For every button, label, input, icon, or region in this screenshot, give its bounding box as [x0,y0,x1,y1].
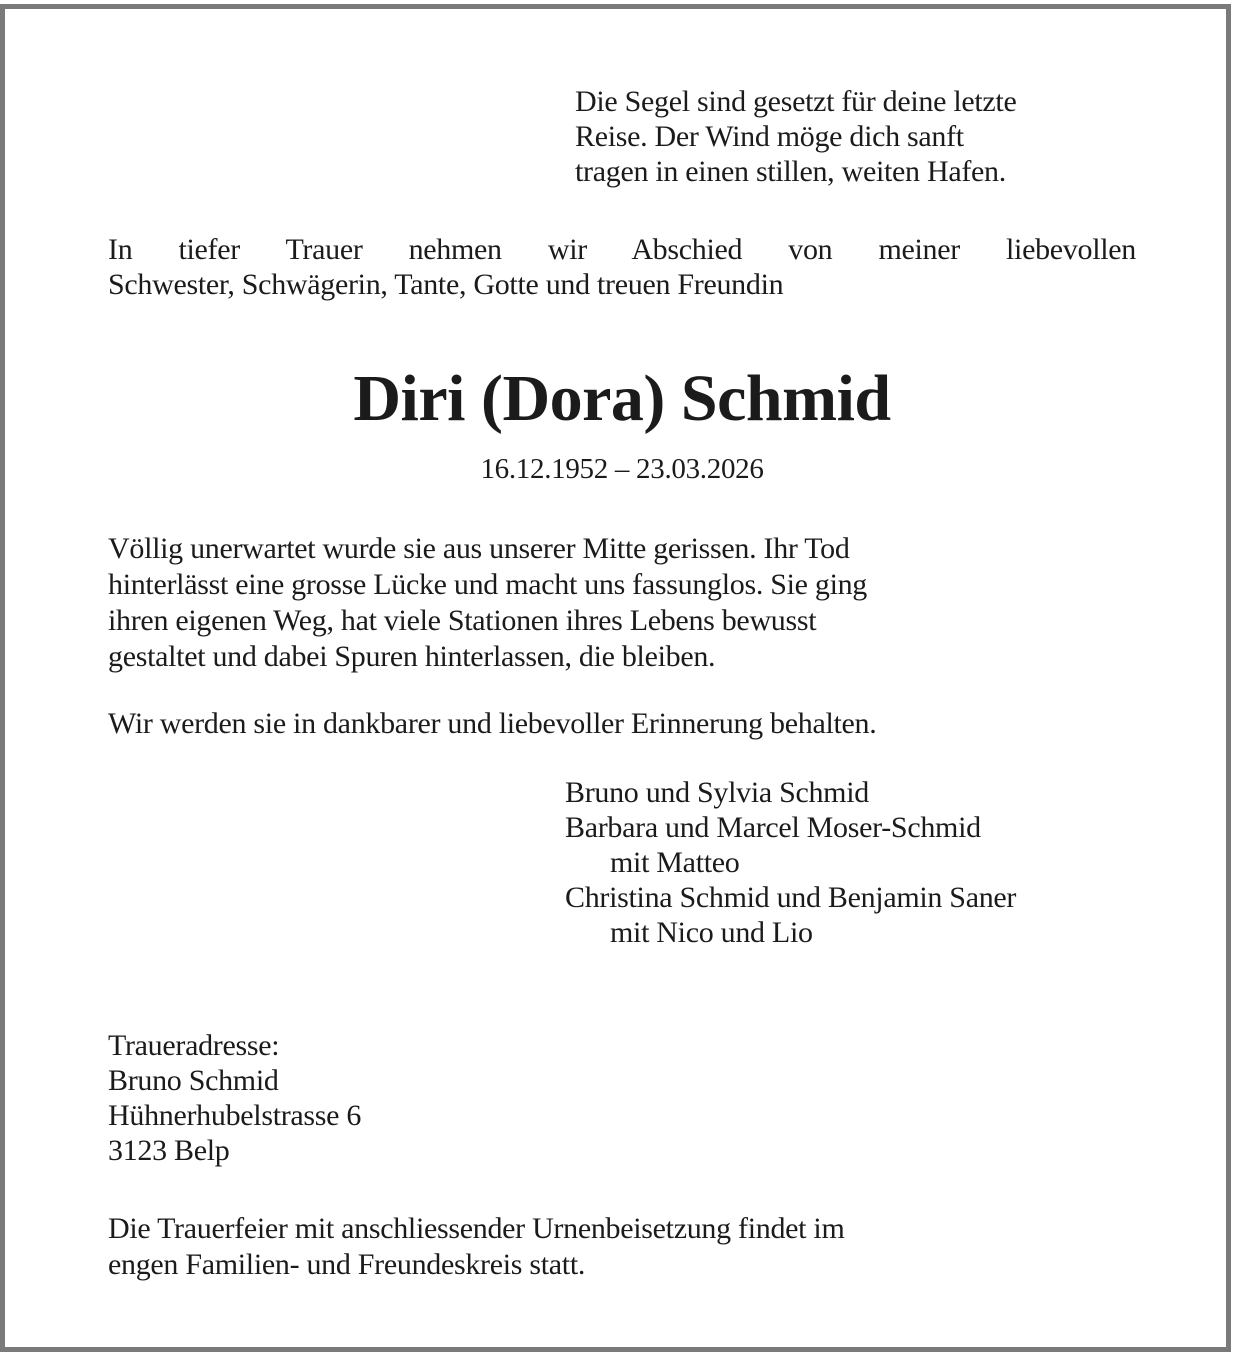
mourning-address-label: Traueradresse: [108,1029,280,1062]
obituary-page [0,4,1231,1352]
intro-paragraph [108,232,1136,302]
main-paragraph-line: gestaltet und dabei Spuren hinterlassen, die bleiben. [108,640,716,673]
main-paragraph-line: hinterlässt eine grosse Lücke und macht uns fassunglos. Sie ging [108,568,867,601]
main-paragraph [108,531,867,675]
poem-line: Reise. Der Wind möge dich sanft [575,120,964,153]
mourning-address [108,1028,361,1168]
mourning-address-line: Bruno Schmid [108,1064,279,1097]
poem-line: tragen in einen stillen, weiten Hafen. [575,155,1006,188]
ceremony-note-line: engen Familien- und Freundeskreis statt. [108,1248,586,1281]
intro-line: In tiefer Trauer nehmen wir Abschied von meiner liebevollen [108,233,1136,266]
mourner-line: Christina Schmid und Benjamin Saner [565,881,1017,914]
mourner-line-indented: mit Nico und Lio [610,916,813,949]
mourner-line: Bruno und Sylvia Schmid [565,776,869,809]
main-paragraph-line: Völlig unerwartet wurde sie aus unserer Mitte gerissen. Ihr Tod [108,532,850,565]
life-dates: 16.12.1952 – 23.03.2026 [480,453,764,485]
poem-verse [575,84,1016,189]
mourner-line: Barbara und Marcel Moser-Schmid [565,811,981,844]
mourning-address-line: 3123 Belp [108,1134,230,1167]
poem-line: Die Segel sind gesetzt für deine letzte [575,85,1017,118]
main-paragraph-line: ihren eigenen Weg, hat viele Stationen ihres Lebens bewusst [108,604,817,637]
mourning-address-line: Hühnerhubelstrasse 6 [108,1099,362,1132]
remembrance-line: Wir werden sie in dankbarer und liebevoller Erinnerung behalten. [108,707,877,740]
ceremony-note [108,1211,844,1283]
mourners-list [565,775,1016,950]
mourner-line-indented: mit Matteo [610,846,740,879]
deceased-name: Diri (Dora) Schmid [353,362,891,435]
intro-line: Schwester, Schwägerin, Tante, Gotte und treuen Freundin [108,268,784,301]
ceremony-note-line: Die Trauerfeier mit anschliessender Urnenbeisetzung findet im [108,1212,845,1245]
